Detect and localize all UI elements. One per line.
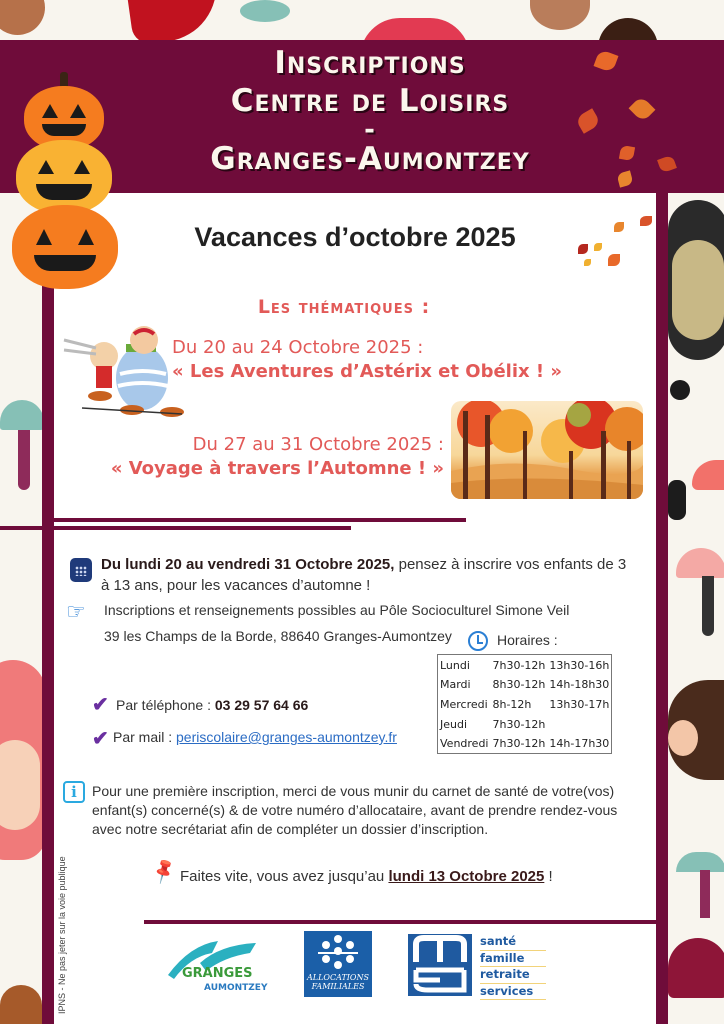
msa-tagline-line: famille [480,951,546,968]
phone-label: Par téléphone : [116,697,215,713]
background-berry-decoration [670,380,690,400]
msa-logo-text: msa [408,934,410,935]
granges-logo-line2: AUMONTZEY [204,983,268,993]
background-acorn-decoration [0,985,42,1024]
granges-logo-line1: GRANGES [182,966,253,981]
leaf-icon [608,254,620,266]
phone-number[interactable]: 03 29 57 64 66 [214,697,309,713]
deadline-date: lundi 13 Octobre 2025 [388,868,545,885]
hours-day: Jeudi [440,717,468,731]
first-registration-notice [92,782,652,839]
period-info [101,554,646,596]
calendar-icon [70,558,92,582]
theme-name: « Les Aventures d’Astérix et Obélix ! » [172,361,562,382]
title-line-2: Centre de Loisirs [230,83,510,119]
vacation-subtitle: Vacances d’octobre 2025 [194,222,516,252]
period-bold: Du lundi 20 au vendredi 31 Octobre 2025, [101,556,395,573]
hours-day: Lundi [440,658,470,672]
clock-icon [468,631,488,651]
hours-day: Mercredi [440,697,488,711]
theme-item-2 [111,433,444,481]
theme-dates: Du 27 au 31 Octobre 2025 : [192,434,444,455]
background-hedgehog-face [668,720,698,756]
section-divider [0,526,351,530]
background-mushroom-decoration [676,548,724,578]
hours-morning: 8h-12h [492,697,532,711]
deadline-suffix: ! [544,868,553,885]
pointing-hand-icon: ☞ [66,599,86,624]
hours-afternoon: 13h30-16h [549,658,610,672]
caf-line-2: FAMILIALES [311,982,365,991]
mail-label: Par mail : [113,729,177,745]
background-mushroom-stem [702,576,714,636]
background-leaf-decoration [530,0,590,30]
msa-tagline-line: services [480,984,546,1001]
background-berry-decoration [668,480,686,520]
hours-day: Mardi [440,678,471,692]
hours-afternoon: 14h-17h30 [549,737,610,751]
title-separator: - [364,115,376,145]
notice-line-2: enfant(s) concerné(s) & de votre numéro d’allocataire, avant de prendre rendez-vous [92,802,618,818]
hours-morning: 7h30-12h [492,737,546,751]
hours-afternoon: 14h-18h30 [549,678,610,692]
hours-morning: 8h30-12h [492,678,546,692]
phone-info [116,695,308,716]
msa-tagline-line: retraite [480,967,546,984]
background-owl-belly [0,740,40,830]
location-line-1: Inscriptions et renseignements possibles au Pôle Socioculturel Simone Veil [104,602,570,618]
theme-name: « Voyage à travers l’Automne ! » [110,458,444,479]
opening-hours-table [437,654,612,754]
background-mushroom-stem [18,430,30,490]
autumn-landscape-image [451,401,643,499]
info-icon: i [63,781,85,803]
deadline-prefix: Faites vite, vous avez jusqu’au [180,868,389,885]
theme-dates: Du 20 au 24 Octobre 2025 : [172,337,424,358]
pumpkin-icon [16,140,112,214]
pushpin-icon: 📌 [149,856,179,886]
period-rest: pensez à inscrire vos enfants de 3 [394,556,627,573]
hours-day: Vendredi [440,737,489,751]
background-mushroom-decoration [692,460,724,490]
mail-info [113,727,397,748]
themes-heading: Les thématiques : [257,296,431,318]
background-owl-body [672,240,724,340]
background-acorn-decoration [0,0,45,35]
caf-logo [304,931,372,997]
hours-morning: 7h30-12h [492,717,546,731]
table-row [438,734,612,754]
title-line-3: Granges-Aumontzey [210,141,530,177]
checkmark-icon: ✔ [92,728,109,750]
location-line-2: 39 les Champs de la Borde, 88640 Granges-Aumontzey [104,628,452,644]
hours-morning: 7h30-12h [492,658,546,672]
hours-afternoon [547,714,611,734]
hours-label: Horaires : [497,632,558,648]
leaf-icon [584,259,591,266]
theme-item-1 [172,336,562,384]
background-mushroom-stem [700,870,710,918]
background-mushroom-decoration [668,938,724,998]
msa-logo [408,934,472,996]
ipns-notice: IPNS - Ne pas jeter sur la voie publique [57,856,67,1014]
footer-divider [144,920,668,924]
notice-line-1: Pour une première inscription, merci de vous munir du carnet de santé de votre(vos) [92,783,615,799]
title-line-1: Inscriptions [274,45,466,81]
notice-line-3: avec notre secrétariat afin de compléter un dossier d’inscription. [92,821,489,837]
table-row [438,674,612,694]
table-row [438,694,612,714]
period-line2: à 13 ans, pour les vacances d’automne ! [101,577,371,594]
msa-tagline-line: santé [480,934,546,951]
caf-line-1: ALLOCATIONS [307,973,369,982]
table-row [438,714,612,734]
granges-aumontzey-logo [160,935,270,995]
section-divider [54,518,466,522]
deadline-text [180,866,553,887]
background-branch-decoration [240,0,290,22]
asterix-obelix-illustration [62,322,186,418]
page-title [110,44,630,178]
msa-tagline [480,934,546,1000]
hours-afternoon: 13h30-17h [549,697,610,711]
table-row [438,655,612,675]
checkmark-icon: ✔ [92,694,109,716]
background-mushroom-decoration [676,852,724,872]
email-link[interactable]: periscolaire@granges-aumontzey.fr [176,729,397,745]
background-mushroom-decoration [0,400,44,430]
